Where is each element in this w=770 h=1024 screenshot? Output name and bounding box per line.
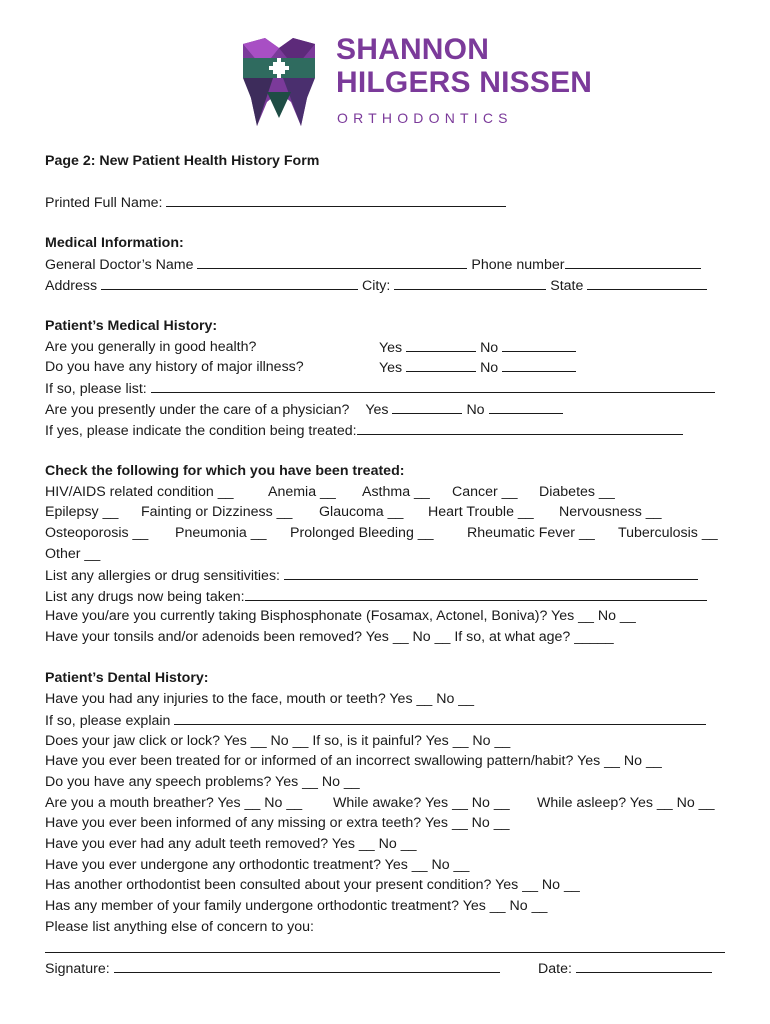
explain-row [45, 710, 725, 730]
drugs-row [45, 586, 725, 606]
dental-question: While awake? Yes __ No __ [333, 795, 510, 811]
explain-field[interactable] [174, 710, 706, 725]
form-title: Page 2: New Patient Health History Form [45, 153, 320, 169]
treated-row-3 [45, 523, 725, 543]
address-label: Address [45, 278, 98, 294]
dental-question: While asleep? Yes __ No __ [537, 795, 715, 811]
tooth-logo-icon [243, 38, 315, 126]
checkbox-item[interactable]: Nervousness __ [559, 504, 662, 520]
allergies-row [45, 565, 725, 585]
printed-name-field[interactable] [166, 192, 506, 207]
physician-row [45, 399, 725, 419]
condition-row [45, 420, 725, 440]
signature-row [45, 958, 725, 978]
physician-no-field[interactable] [489, 399, 563, 414]
drugs-field[interactable] [245, 586, 707, 601]
dental-question: Have you ever been informed of any missing or extra teeth? Yes __ No __ [45, 815, 510, 831]
printed-name-label: Printed Full Name: [45, 195, 163, 211]
allergies-field[interactable] [284, 565, 698, 580]
physician-yes-field[interactable] [392, 399, 462, 414]
yes-label: Yes [365, 402, 389, 418]
signature-label: Signature: [45, 961, 110, 977]
checkbox-item[interactable]: Glaucoma __ [319, 504, 404, 520]
brand-tagline: ORTHODONTICS [337, 110, 513, 126]
dental-heading: Patient’s Dental History: [45, 670, 209, 686]
illness-list-label: If so, please list: [45, 381, 147, 397]
city-label: City: [361, 278, 391, 294]
major-illness-yes-field[interactable] [406, 357, 476, 372]
doctor-row [45, 254, 725, 274]
mouth-breather-row [45, 793, 725, 813]
date-label: Date: [538, 961, 572, 977]
printed-name-row [45, 192, 725, 212]
checkbox-item[interactable]: Rheumatic Fever __ [467, 525, 595, 541]
address-row [45, 275, 725, 295]
dental-question: Has another orthodontist been consulted about your present condition? Yes __ No __ [45, 877, 580, 893]
checkbox-item[interactable]: Osteoporosis __ [45, 525, 149, 541]
other-item[interactable]: Other __ [45, 546, 101, 562]
dental-question: Have you had any injuries to the face, mouth or teeth? Yes __ No __ [45, 691, 475, 707]
brand-name-line-2: HILGERS NISSEN [336, 66, 593, 99]
no-label: No [466, 402, 485, 418]
explain-label: If so, please explain [45, 713, 171, 729]
dental-question: Has any member of your family undergone orthodontic treatment? Yes __ No __ [45, 898, 548, 914]
good-health-question: Are you generally in good health? [45, 339, 257, 355]
date-field[interactable] [576, 958, 712, 973]
state-label: State [550, 278, 584, 294]
checkbox-item[interactable]: HIV/AIDS related condition __ [45, 484, 234, 500]
phone-field[interactable] [565, 254, 701, 269]
dental-question: Does your jaw click or lock? Yes __ No __ If so, is it painful? Yes __ No __ [45, 733, 511, 749]
yes-label: Yes [379, 340, 403, 356]
checkbox-item[interactable]: Diabetes __ [539, 484, 615, 500]
condition-label: If yes, please indicate the condition being treated: [45, 423, 357, 439]
doctor-field[interactable] [197, 254, 467, 269]
illness-list-row [45, 378, 725, 398]
checkbox-item[interactable]: Cancer __ [452, 484, 518, 500]
medical-history-heading: Patient’s Medical History: [45, 318, 218, 334]
state-field[interactable] [587, 275, 707, 290]
no-label: No [480, 340, 499, 356]
bisphosphonate-question: Have you/are you currently taking Bisphosphonate (Fosamax, Actonel, Boniva)? Yes __ No __ [45, 608, 636, 624]
city-field[interactable] [394, 275, 546, 290]
drugs-label: List any drugs now being taken: [45, 589, 245, 605]
treated-row-1 [45, 482, 725, 502]
condition-field[interactable] [357, 420, 683, 435]
doctor-label: General Doctor’s Name [45, 257, 194, 273]
checkbox-item[interactable]: Heart Trouble __ [428, 504, 534, 520]
signature-field[interactable] [114, 958, 500, 973]
checkbox-item[interactable]: Pneumonia __ [175, 525, 267, 541]
medical-heading: Medical Information: [45, 235, 184, 251]
checkbox-item[interactable]: Asthma __ [362, 484, 430, 500]
no-label: No [480, 360, 499, 376]
major-illness-row [45, 357, 725, 377]
treated-heading: Check the following for which you have been treated: [45, 463, 405, 479]
yes-label: Yes [379, 360, 403, 376]
good-health-no-field[interactable] [502, 337, 576, 352]
phone-label: Phone number [471, 257, 565, 273]
concern-field[interactable] [45, 952, 725, 953]
allergies-label: List any allergies or drug sensitivities: [45, 568, 280, 584]
address-field[interactable] [101, 275, 358, 290]
major-illness-question: Do you have any history of major illness? [45, 359, 304, 375]
dental-question: Have you ever been treated for or informed of an incorrect swallowing pattern/habit? Yes __ No __ [45, 753, 662, 769]
major-illness-no-field[interactable] [502, 357, 576, 372]
checkbox-item[interactable]: Anemia __ [268, 484, 336, 500]
good-health-row [45, 337, 725, 357]
dental-question: Have you ever undergone any orthodontic treatment? Yes __ No __ [45, 857, 470, 873]
physician-question: Are you presently under the care of a physician? [45, 402, 350, 418]
concern-label: Please list anything else of concern to you: [45, 919, 314, 935]
checkbox-item[interactable]: Epilepsy __ [45, 504, 119, 520]
dental-question: Do you have any speech problems? Yes __ No __ [45, 774, 360, 790]
treated-row-2 [45, 502, 725, 522]
good-health-yes-field[interactable] [406, 337, 476, 352]
dental-question: Are you a mouth breather? Yes __ No __ [45, 795, 303, 811]
checkbox-item[interactable]: Tuberculosis __ [618, 525, 718, 541]
dental-question: Have you ever had any adult teeth removed? Yes __ No __ [45, 836, 417, 852]
illness-list-field[interactable] [151, 378, 715, 393]
tonsils-question: Have your tonsils and/or adenoids been removed? Yes __ No __ If so, at what age? _____ [45, 629, 614, 645]
brand-name-line-1: SHANNON [336, 33, 490, 66]
checkbox-item[interactable]: Prolonged Bleeding __ [290, 525, 434, 541]
checkbox-item[interactable]: Fainting or Dizziness __ [141, 504, 293, 520]
